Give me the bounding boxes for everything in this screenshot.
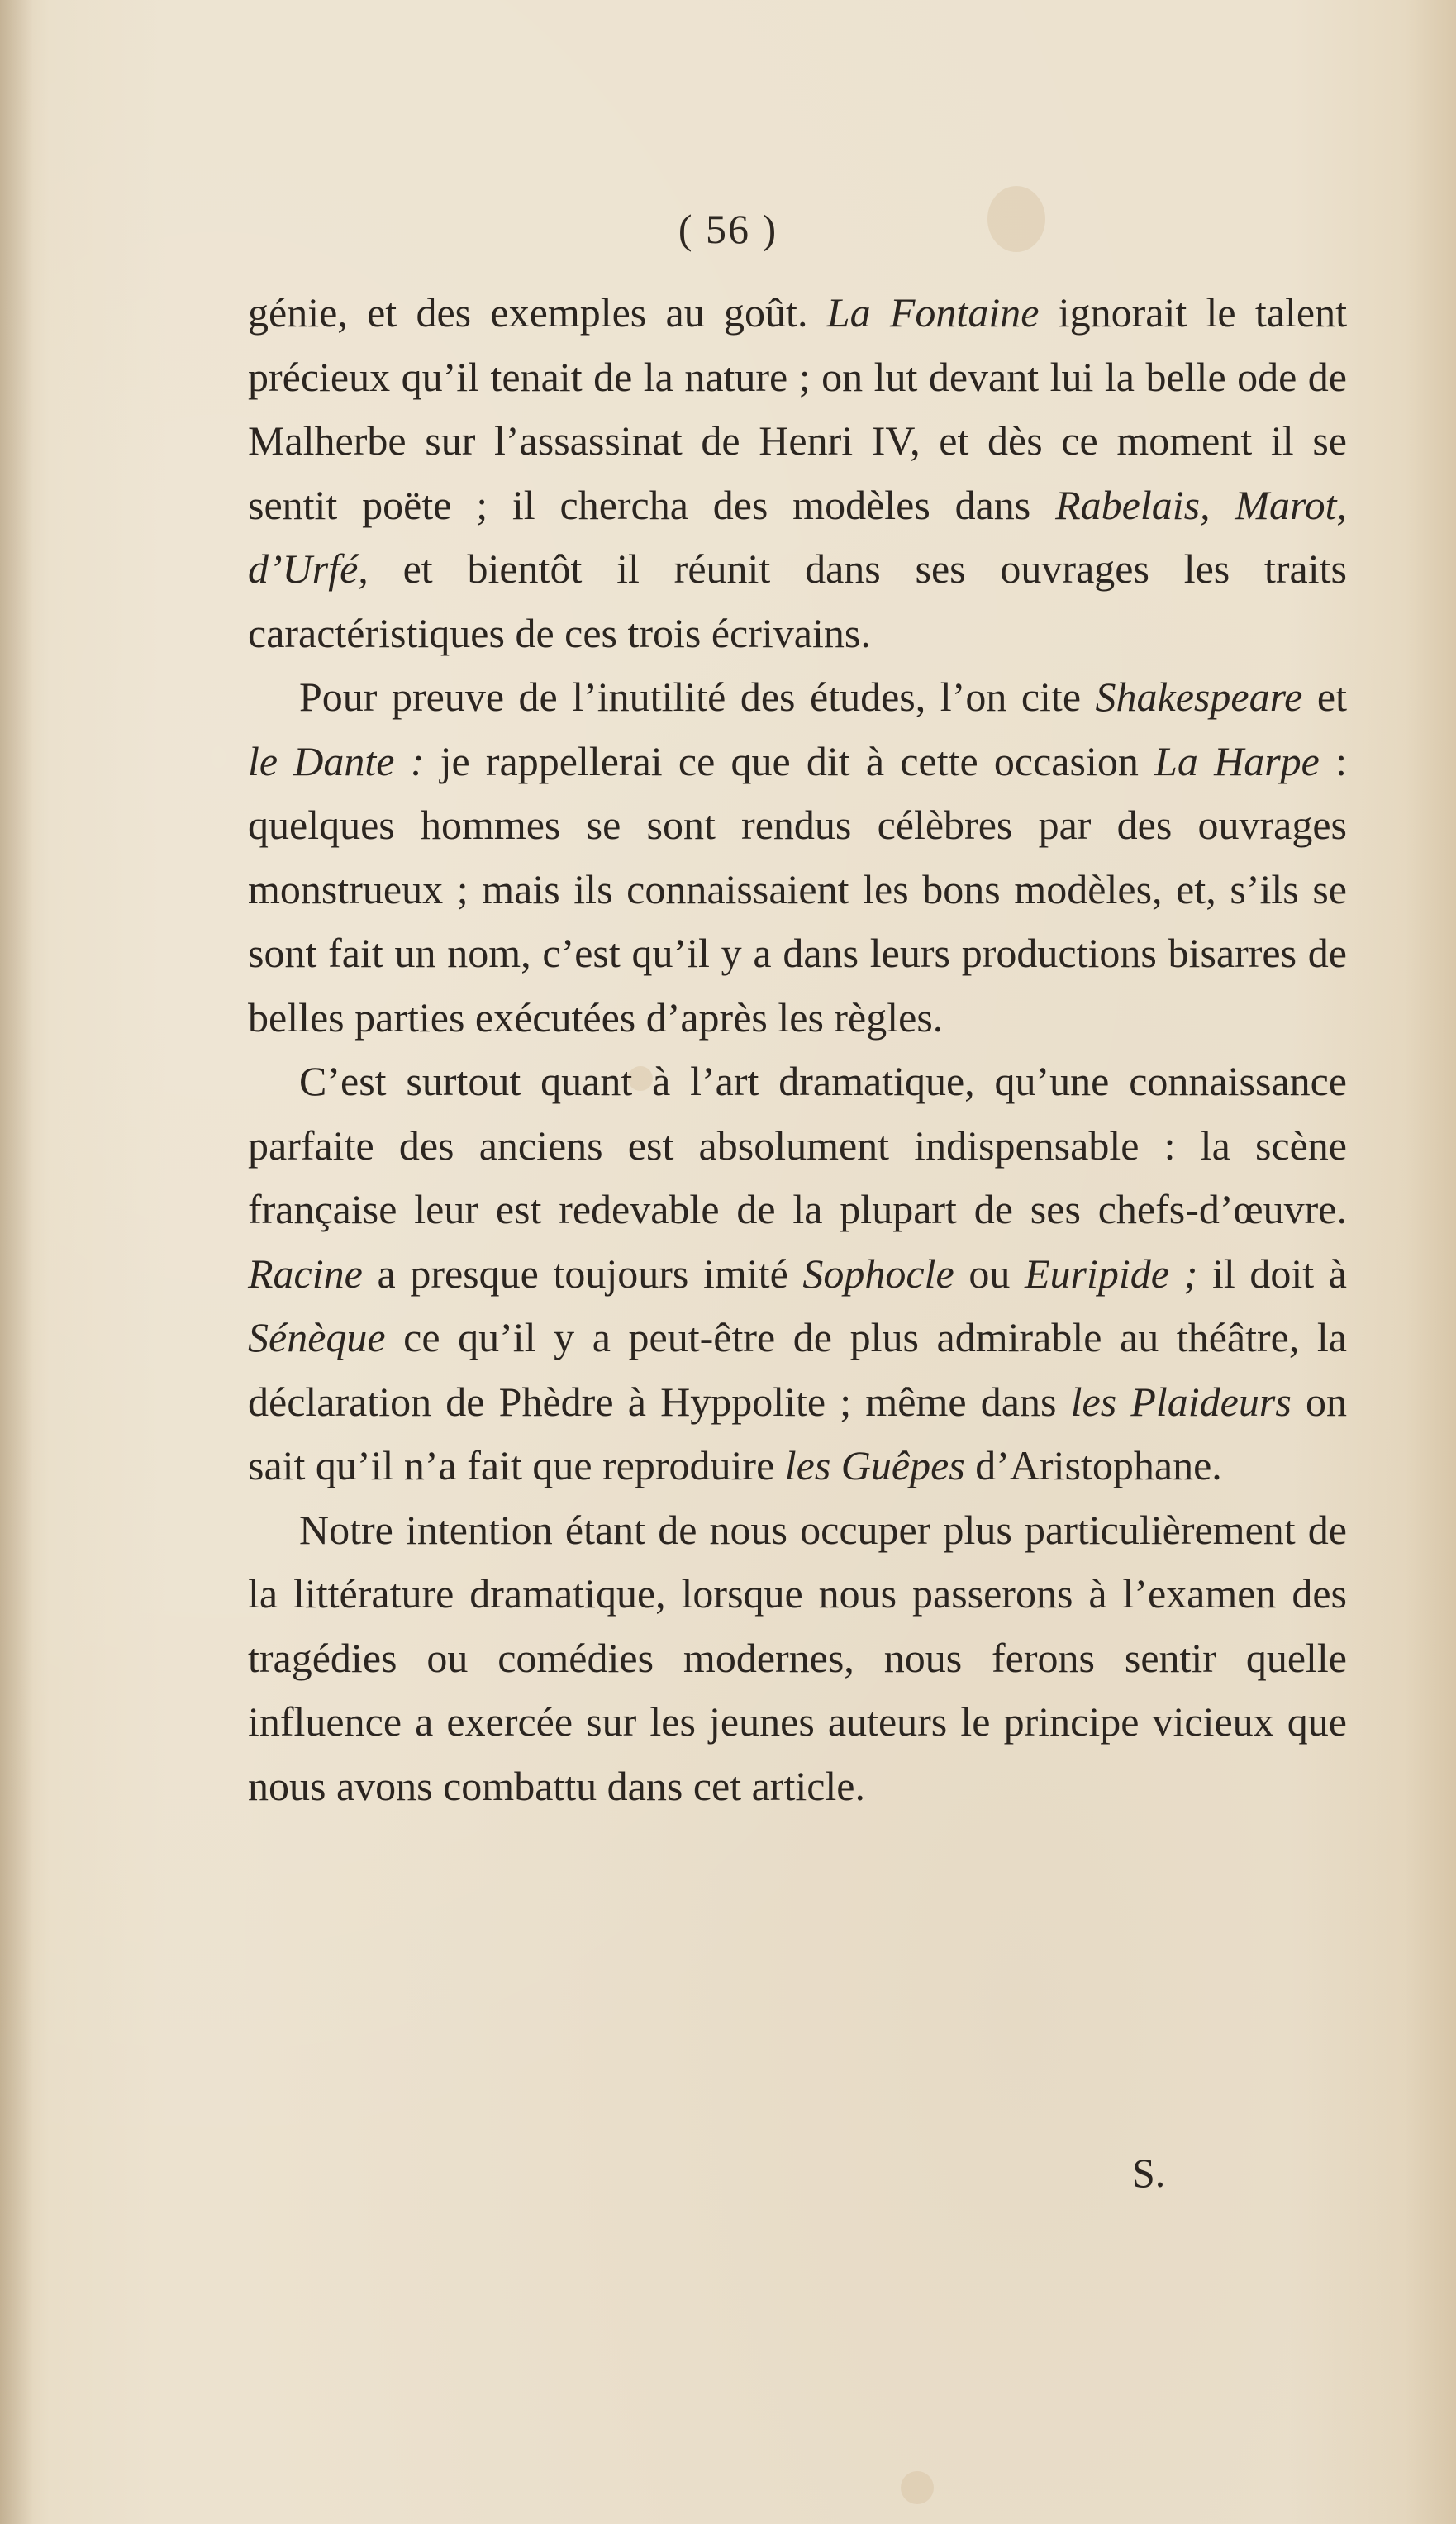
text-run: et xyxy=(1302,674,1347,720)
text-run: ou xyxy=(954,1250,1025,1297)
paragraph-2 xyxy=(248,665,1347,1050)
text-run: d’Aristophane. xyxy=(964,1442,1222,1488)
text-run: on sait qu’il n’a fait que reproduire xyxy=(248,1378,1347,1488)
text-run: ce qu’il y a peut-être de plus admirable au théâtre, la déclaration de Phèdre à Hyppolite ; même dans xyxy=(248,1314,1347,1425)
text-run: Notre intention étant de nous occuper plus particulièrement de la littérature dramatique, lorsque nous passerons à l’examen des tragédies ou comédies modernes, nous ferons sentir quelle influence a exercée sur les jeunes auteurs le principe vicieux que nous avons combattu dans cet article. xyxy=(248,1506,1347,1809)
paragraph-3 xyxy=(248,1050,1347,1498)
page-number: ( 56 ) xyxy=(678,206,778,252)
italic-run: La Fontaine xyxy=(826,289,1040,336)
text-run: C’est surtout quant à l’art dramatique, qu’une connaissance parfaite des anciens est absolument indispensable : la scène française leur est redevable de la plupart de ses chefs-d’œuvre. xyxy=(248,1058,1347,1232)
paragraph-1 xyxy=(248,281,1347,665)
italic-run: le Dante : xyxy=(248,737,425,784)
text-run: et bientôt il réunit dans ses ouvrages les traits caractéristiques de ces trois écrivains. xyxy=(248,545,1347,656)
text-run: il doit à xyxy=(1197,1250,1348,1297)
italic-run: Sophocle xyxy=(802,1250,954,1297)
gutter-shadow xyxy=(0,0,33,2524)
text-run: a presque toujours imité xyxy=(362,1250,803,1297)
text-run: Pour preuve de l’inutilité des études, l’on cite xyxy=(299,674,1096,720)
italic-run: Sénèque xyxy=(248,1314,386,1360)
foxing-spot xyxy=(901,2471,934,2504)
text-run: ignorait le talent précieux qu’il tenait de la nature ; on lut devant lui la belle ode de Malherbe sur l’assassinat de Henri IV, et dès ce moment il se sentit poëte ; il chercha des modèles dans xyxy=(248,289,1347,528)
text-run: : quelques hommes se sont rendus célèbres par des ouvrages monstrueux ; mais ils connaissaient les bons modèles, et, s’ils se sont fait un nom, c’est qu’il y a dans leurs productions bisarres de belles parties exécutées d’après les règles. xyxy=(248,737,1347,1041)
italic-run: Euripide ; xyxy=(1025,1250,1198,1297)
text-run: génie, et des exemples au goût. xyxy=(248,289,827,336)
author-signature: S. xyxy=(1132,2150,1166,2196)
italic-run: Racine xyxy=(248,1250,363,1297)
italic-run: les Plaideurs xyxy=(1070,1378,1292,1425)
italic-run: Rabelais, Marot, d’Urfé, xyxy=(248,481,1348,592)
italic-run: La Harpe xyxy=(1154,737,1320,784)
body-text xyxy=(248,281,1347,1818)
italic-run: les Guêpes xyxy=(784,1442,965,1488)
paragraph-4 xyxy=(248,1498,1347,1819)
italic-run: Shakespeare xyxy=(1095,674,1303,720)
text-run: je rappellerai ce que dit à cette occasion xyxy=(424,737,1155,784)
